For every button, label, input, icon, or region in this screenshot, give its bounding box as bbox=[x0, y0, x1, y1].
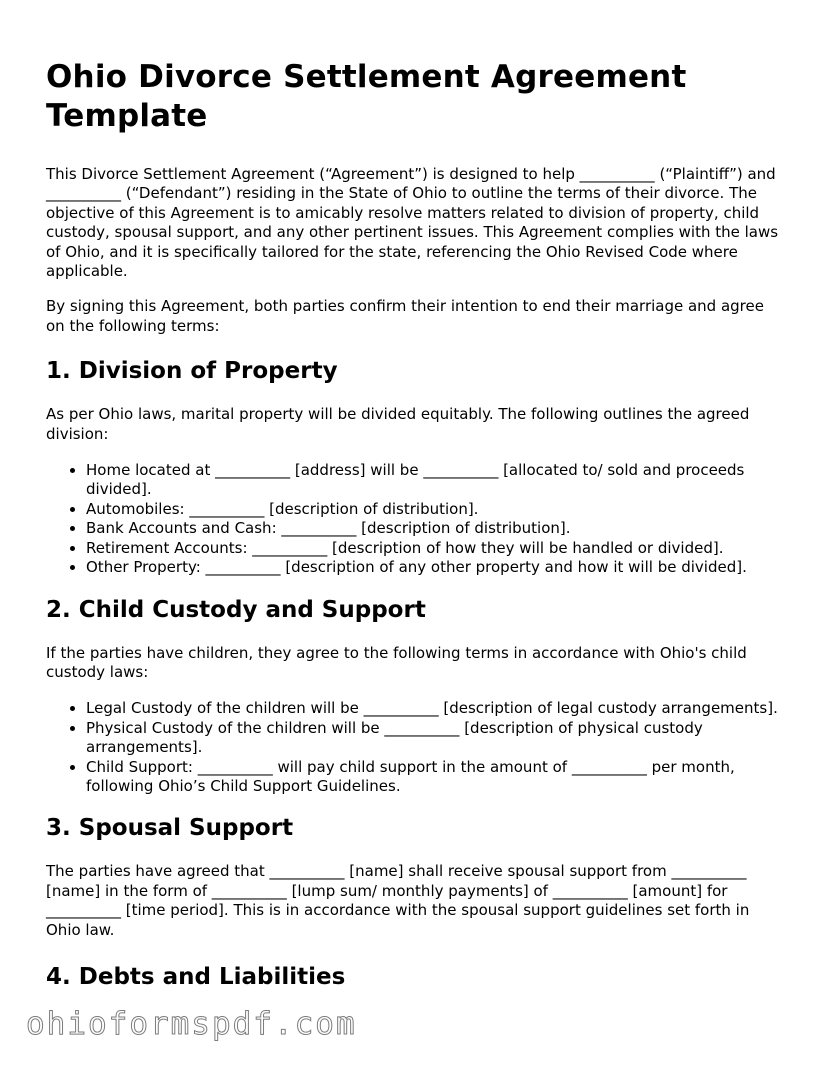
list-item: • Legal Custody of the children will be __________ [description of legal custody arrangements]. bbox=[86, 699, 786, 718]
section-heading-child-custody: 2. Child Custody and Support bbox=[46, 596, 426, 623]
list-item: • Other Property: __________ [description of any other property and how it will be divided]. bbox=[86, 558, 786, 577]
intro-paragraph: By signing this Agreement, both parties confirm their intention to end their marriage and agree on the following terms: bbox=[46, 297, 764, 335]
list-item: • Automobiles: __________ [description of distribution]. bbox=[86, 500, 786, 519]
list-item: • Retirement Accounts: __________ [description of how they will be handled or divided]. bbox=[86, 539, 786, 558]
custody-list bbox=[46, 699, 786, 796]
section-heading-division-of-property: 1. Division of Property bbox=[46, 358, 338, 385]
section-heading-spousal-support: 3. Spousal Support bbox=[46, 815, 294, 842]
list-item: • Home located at __________ [address] will be __________ [allocated to/ sold and proceeds divided]. bbox=[86, 461, 786, 500]
section-heading-debts-liabilities: 4. Debts and Liabilities bbox=[46, 963, 346, 990]
document-page bbox=[46, 58, 786, 1011]
section-paragraph: If the parties have children, they agree to the following terms in accordance with Ohio's child custody laws: bbox=[46, 643, 747, 681]
intro-paragraph: This Divorce Settlement Agreement (“Agreement”) is designed to help __________ (“Plaintiff”) and __________ (“Defendant”) residing in the State of Ohio to outline the terms of their divorce. The objective of this Agreement is to amicably resolve matters related to division of property, child custody, spousal support, and any other pertinent issues. This Agreement complies with the laws of Ohio, and it is specifically tailored for the state, referencing the Ohio Revised Code where applicable. bbox=[46, 165, 779, 281]
document-title: Ohio Divorce Settlement Agreement Template bbox=[46, 59, 687, 134]
list-item: • Physical Custody of the children will be __________ [description of physical custody arrangements]. bbox=[86, 719, 786, 758]
list-item: • Child Support: __________ will pay child support in the amount of __________ per month, following Ohio’s Child Support Guidelines. bbox=[86, 758, 786, 797]
list-item: • Bank Accounts and Cash: __________ [description of distribution]. bbox=[86, 519, 786, 538]
watermark: ohioformspdf.com bbox=[26, 1006, 357, 1042]
section-paragraph: As per Ohio laws, marital property will be divided equitably. The following outlines the agreed division: bbox=[46, 405, 750, 443]
section-paragraph: The parties have agreed that __________ [name] shall receive spousal support from __________ [name] in the form of __________ [lump sum/ monthly payments] of __________ [amount] for __________ [time period]. This is in accordance with the spousal support guidelines set forth in Ohio law. bbox=[46, 862, 750, 939]
property-list bbox=[46, 461, 786, 577]
